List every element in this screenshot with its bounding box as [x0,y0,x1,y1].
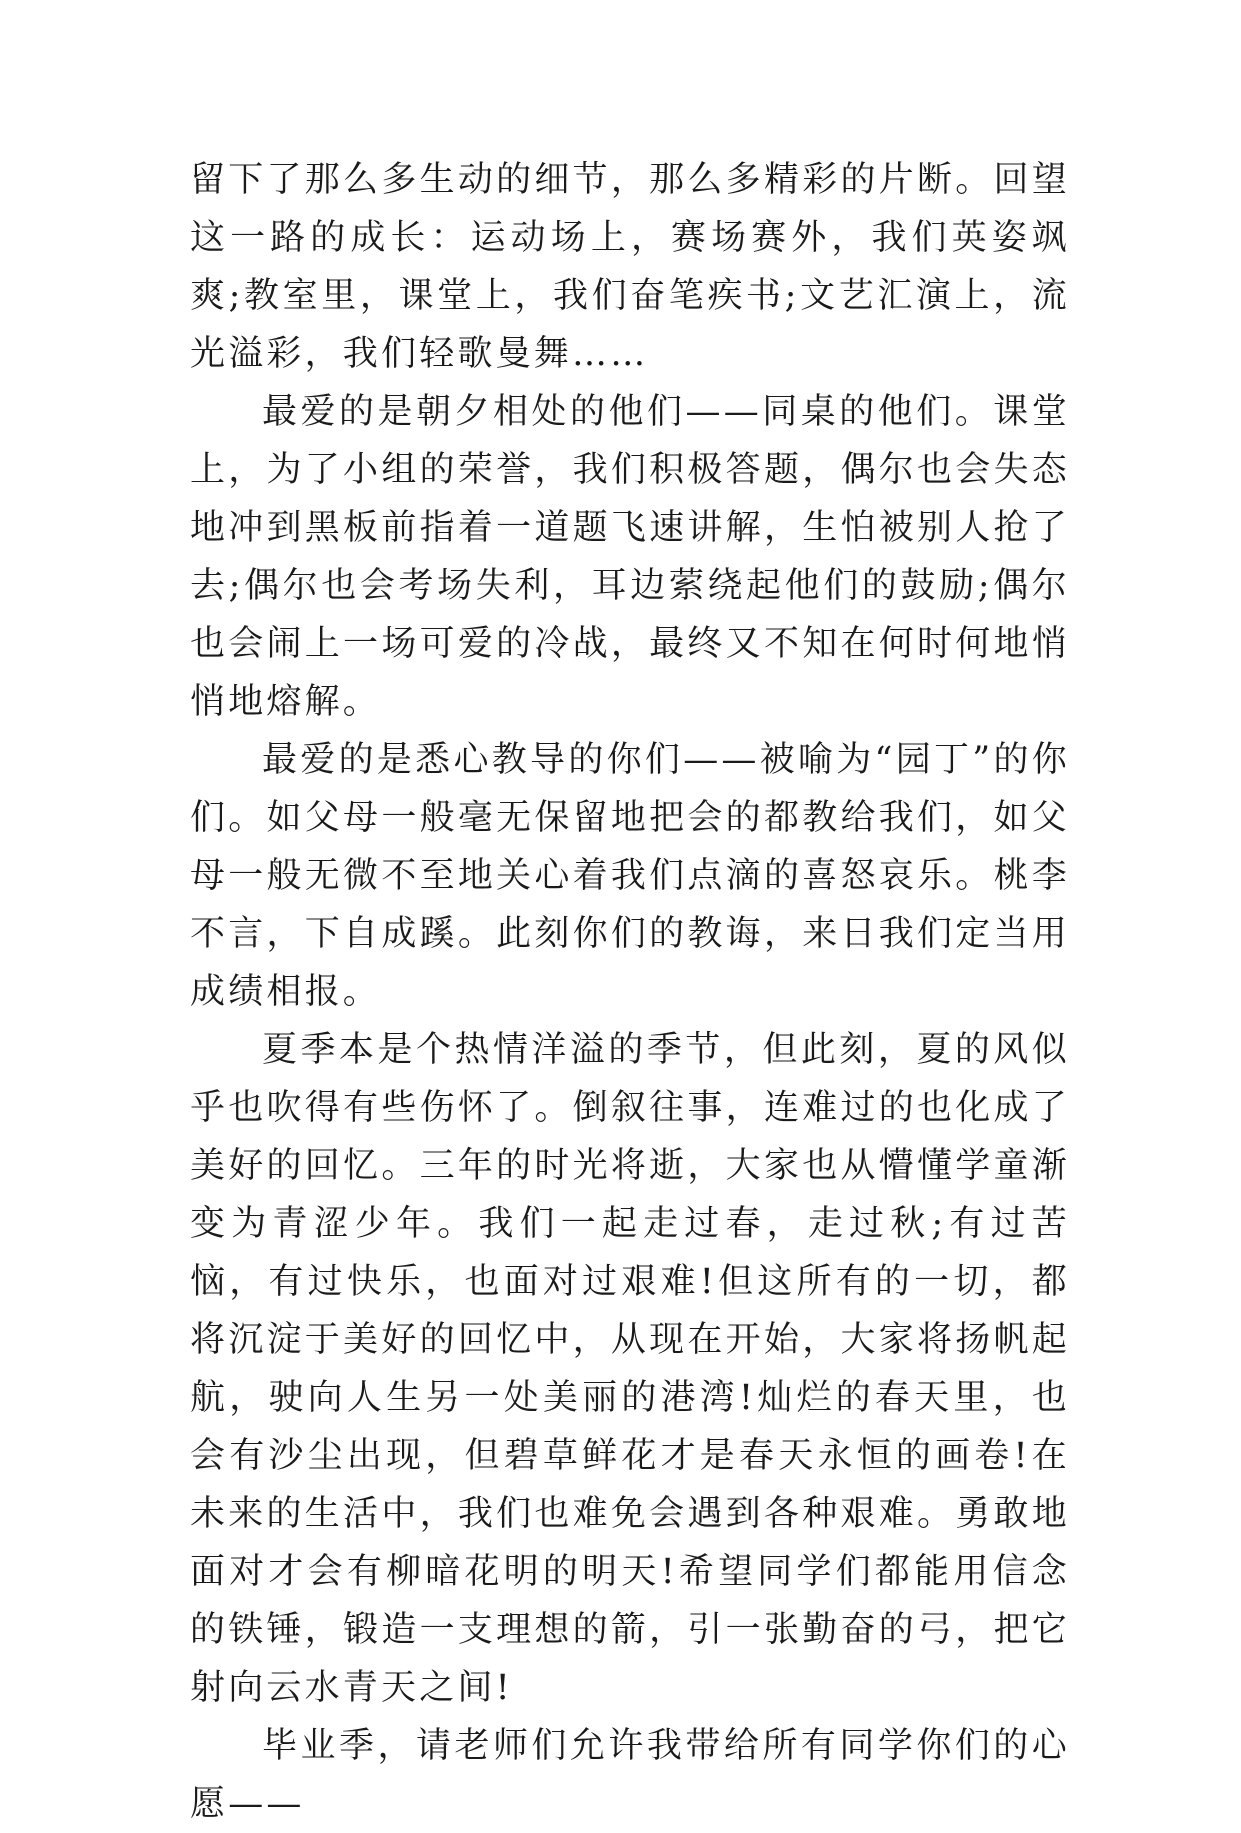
paragraph-1: 留下了那么多生动的细节，那么多精彩的片断。回望这一路的成长：运动场上，赛场赛外，我们英姿飒爽;教室里，课堂上，我们奋笔疾书;文艺汇演上，流光溢彩，我们轻歌曼舞…… [190,160,1070,374]
body-text [190,151,1070,1833]
paragraph-3: 最爱的是悉心教导的你们——被喻为“园丁”的你们。如父母一般毫无保留地把会的都教给我们，如父母一般无微不至地关心着我们点滴的喜怒哀乐。桃李不言，下自成蹊。此刻你们的教诲，来日我们定当用成绩相报。 [190,740,1070,1012]
paragraph-5: 毕业季，请老师们允许我带给所有同学你们的心愿—— [190,1726,1070,1824]
paragraph-4: 夏季本是个热情洋溢的季节，但此刻，夏的风似乎也吹得有些伤怀了。倒叙往事，连难过的也化成了美好的回忆。三年的时光将逝，大家也从懵懂学童渐变为青涩少年。我们一起走过春，走过秋;有过苦恼，有过快乐，也面对过艰难!但这所有的一切，都将沉淀于美好的回忆中，从现在开始，大家将扬帆起航，驶向人生另一处美丽的港湾!灿烂的春天里，也会有沙尘出现，但碧草鲜花才是春天永恒的画卷!在未来的生活中，我们也难免会遇到各种艰难。勇敢地面对才会有柳暗花明的明天!希望同学们都能用信念的铁锤，锻造一支理想的箭，引一张勤奋的弓，把它射向云水青天之间! [190,1030,1070,1708]
paragraph-2: 最爱的是朝夕相处的他们——同桌的他们。课堂上，为了小组的荣誉，我们积极答题，偶尔也会失态地冲到黑板前指着一道题飞速讲解，生怕被别人抢了去;偶尔也会考场失利，耳边萦绕起他们的鼓励;偶尔也会闹上一场可爱的冷战，最终又不知在何时何地悄悄地熔解。 [190,392,1070,722]
